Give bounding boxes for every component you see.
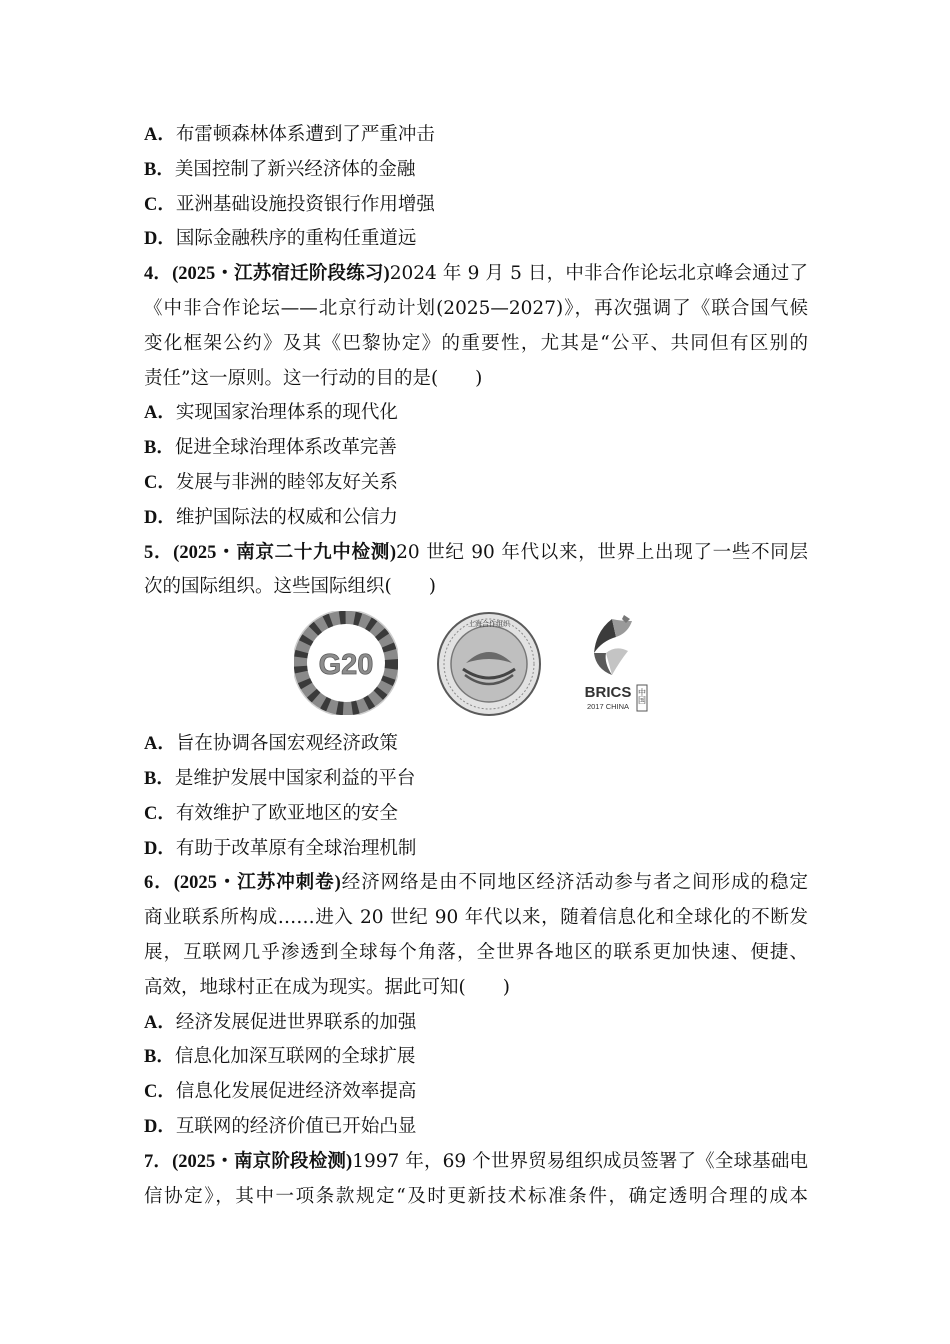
q4-option-d: D．维护国际法的权威和公信力 — [144, 506, 398, 528]
brics-petal-1 — [594, 619, 616, 653]
q6-option-b: B．信息化加深互联网的全球扩展 — [144, 1046, 416, 1068]
q6-stem-line-2: 商业联系所构成……进入 20 世纪 90 年代以来，随着信息化和全球化的不断发 — [144, 907, 808, 929]
q3-option-d: D．国际金融秩序的重构任重道远 — [144, 228, 417, 250]
q5-option-a: A．旨在协调各国宏观经济政策 — [144, 733, 398, 755]
q4-option-b: B．促进全球治理体系改革完善 — [144, 437, 397, 459]
logo-strip — [144, 605, 808, 727]
q6-stem-line-4: 高效，地球村正在成为现实。据此可知( ) — [144, 976, 510, 998]
q3-option-c: C．亚洲基础设施投资银行作用增强 — [144, 193, 435, 215]
sco-logo — [436, 611, 542, 717]
q6-stem-line-1: 6．(2025・江苏冲刺卷)经济网络是由不同地区经济活动参与者之间形成的稳定 — [144, 872, 808, 894]
brics-logo — [576, 611, 652, 717]
q6-option-c: C．信息化发展促进经济效率提高 — [144, 1081, 417, 1103]
sco-inner-disc — [451, 626, 527, 702]
q4-option-a: A．实现国家治理体系的现代化 — [144, 402, 398, 424]
q6-option-a: A．经济发展促进世界联系的加强 — [144, 1011, 417, 1033]
q5-stem-line-1: 5．(2025・南京二十九中检测)20 世纪 90 年代以来，世界上出现了一些不同层 — [144, 541, 808, 563]
brics-subtitle: 2017 CHINA — [586, 702, 630, 712]
q4-stem-line-4: 责任”这一原则。这一行动的目的是( ) — [144, 367, 483, 389]
g20-logo — [294, 611, 398, 715]
q4-stem-line-2: 《中非合作论坛——北京行动计划(2025—2027)》，再次强调了《联合国气候 — [144, 297, 808, 319]
q5-option-b: B．是维护发展中国家利益的平台 — [144, 767, 416, 789]
q3-option-b: B．美国控制了新兴经济体的金融 — [144, 158, 416, 180]
q5-stem-line-2: 次的国际组织。这些国际组织( ) — [144, 576, 436, 598]
q4-stem-line-3: 变化框架公约》及其《巴黎协定》的重要性，尤其是“公平、共同但有区别的 — [144, 332, 808, 354]
q6-option-d: D．互联网的经济价值已开始凸显 — [144, 1115, 417, 1137]
brics-wordmark: BRICS — [584, 684, 632, 702]
q3-option-a: A．布雷顿森林体系遭到了严重冲击 — [144, 124, 435, 145]
q7-stem-line-2: 信协定》，其中一项条款规定“及时更新技术标准条件，确定透明合理的成本 — [144, 1185, 808, 1207]
q4-stem-line-1: 4．(2025・江苏宿迁阶段练习)2024 年 9 月 5 日，中非合作论坛北京峰会通过了 — [144, 263, 808, 285]
q6-stem-line-3: 展，互联网几乎渗透到全球每个角落，全世界各地区的联系更加快速、便捷、 — [144, 941, 808, 963]
g20-wordmark: G20 — [318, 649, 374, 682]
sco-ring-text: 上海合作组织 — [468, 620, 510, 629]
q5-option-d: D．有助于改革原有全球治理机制 — [144, 837, 417, 859]
q4-option-c: C．发展与非洲的睦邻友好关系 — [144, 471, 398, 493]
q5-option-c: C．有效维护了欧亚地区的安全 — [144, 802, 398, 824]
document-page — [144, 118, 808, 1214]
brics-cn-text: 中国 — [637, 688, 647, 705]
q7-stem-line-1: 7．(2025・南京阶段检测)1997 年，69 个世界贸易组织成员签署了《全球基础电 — [144, 1150, 808, 1172]
